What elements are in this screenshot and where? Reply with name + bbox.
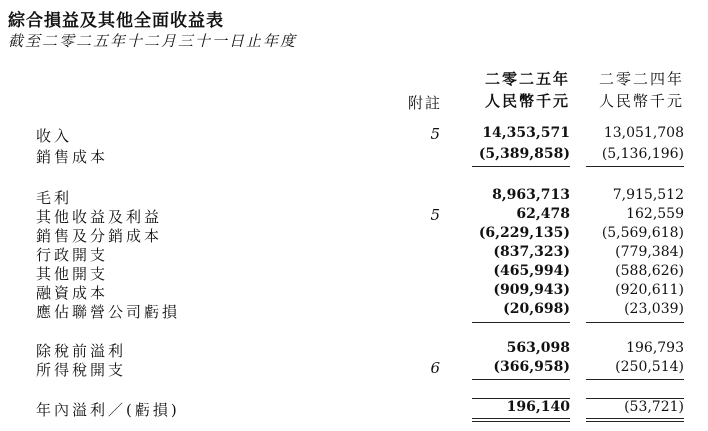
total-double-rule-2025	[472, 418, 570, 419]
row-label: 銷售及分銷成本	[36, 227, 163, 245]
row-value-2024: (250,514)	[615, 359, 684, 375]
row-note: 5	[430, 206, 440, 224]
total-top-rule-2025	[472, 398, 570, 399]
row-value-2025: (837,323)	[493, 244, 570, 260]
note-header: 附註	[407, 94, 442, 112]
row-value-2024: 162,559	[626, 206, 684, 222]
total-double-rule-2025	[472, 421, 570, 422]
statement-title: 綜合損益及其他全面收益表	[8, 11, 224, 31]
row-label: 其他收益及利益	[36, 208, 163, 226]
row-value-2024: (23,039)	[624, 301, 684, 317]
row-value-2024: 7,915,512	[612, 187, 684, 203]
row-label: 融資成本	[36, 284, 109, 302]
row-value-2024: (779,384)	[615, 244, 684, 260]
row-label: 應佔聯營公司虧損	[36, 303, 181, 321]
total-double-rule-2024	[586, 421, 684, 422]
row-value-2025: (465,994)	[493, 263, 570, 279]
row-label: 年內溢利／(虧損)	[36, 401, 180, 419]
row-value-2025: 196,140	[506, 399, 570, 415]
row-label: 所得稅開支	[36, 361, 127, 379]
row-note: 5	[430, 125, 440, 143]
row-note: 6	[430, 359, 440, 377]
total-top-rule-2024	[586, 398, 684, 399]
row-value-2024: 196,793	[626, 340, 684, 356]
row-value-2024: (53,721)	[624, 399, 684, 415]
row-value-2025: 563,098	[506, 340, 570, 356]
row-value-2024: 13,051,708	[603, 125, 684, 141]
row-label: 除稅前溢利	[36, 342, 127, 360]
row-value-2025: 14,353,571	[482, 125, 570, 141]
row-label: 行政開支	[36, 246, 109, 264]
year-2025-header: 二零二五年	[484, 70, 570, 88]
row-value-2025: (909,943)	[493, 282, 570, 298]
row-value-2024: (920,611)	[615, 282, 684, 298]
row-value-2025: (366,958)	[493, 359, 570, 375]
row-value-2025: (6,229,135)	[478, 225, 570, 241]
unit-2024-header: 人民幣千元	[598, 92, 684, 110]
row-value-2025: 62,478	[516, 206, 570, 222]
subtotal-rule-2024	[586, 166, 684, 167]
row-label: 毛利	[36, 189, 73, 207]
subtotal-rule-2024	[586, 379, 684, 380]
subtotal-rule-2025	[472, 166, 570, 167]
row-value-2025: (20,698)	[503, 301, 570, 317]
unit-2025-header: 人民幣千元	[484, 92, 570, 110]
total-double-rule-2024	[586, 418, 684, 419]
year-2024-header: 二零二四年	[598, 70, 684, 88]
row-label: 收入	[36, 127, 73, 145]
row-label: 銷售成本	[36, 148, 109, 166]
subtotal-rule-2024	[586, 322, 684, 323]
subtotal-rule-2025	[472, 322, 570, 323]
row-value-2025: (5,389,858)	[478, 146, 570, 162]
subtotal-rule-2025	[472, 379, 570, 380]
row-value-2025: 8,963,713	[492, 187, 570, 203]
statement-subtitle: 截至二零二五年十二月三十一日止年度	[8, 32, 298, 50]
row-value-2024: (5,136,196)	[601, 146, 684, 162]
row-value-2024: (5,569,618)	[601, 225, 684, 241]
row-label: 其他開支	[36, 265, 109, 283]
row-value-2024: (588,626)	[615, 263, 684, 279]
